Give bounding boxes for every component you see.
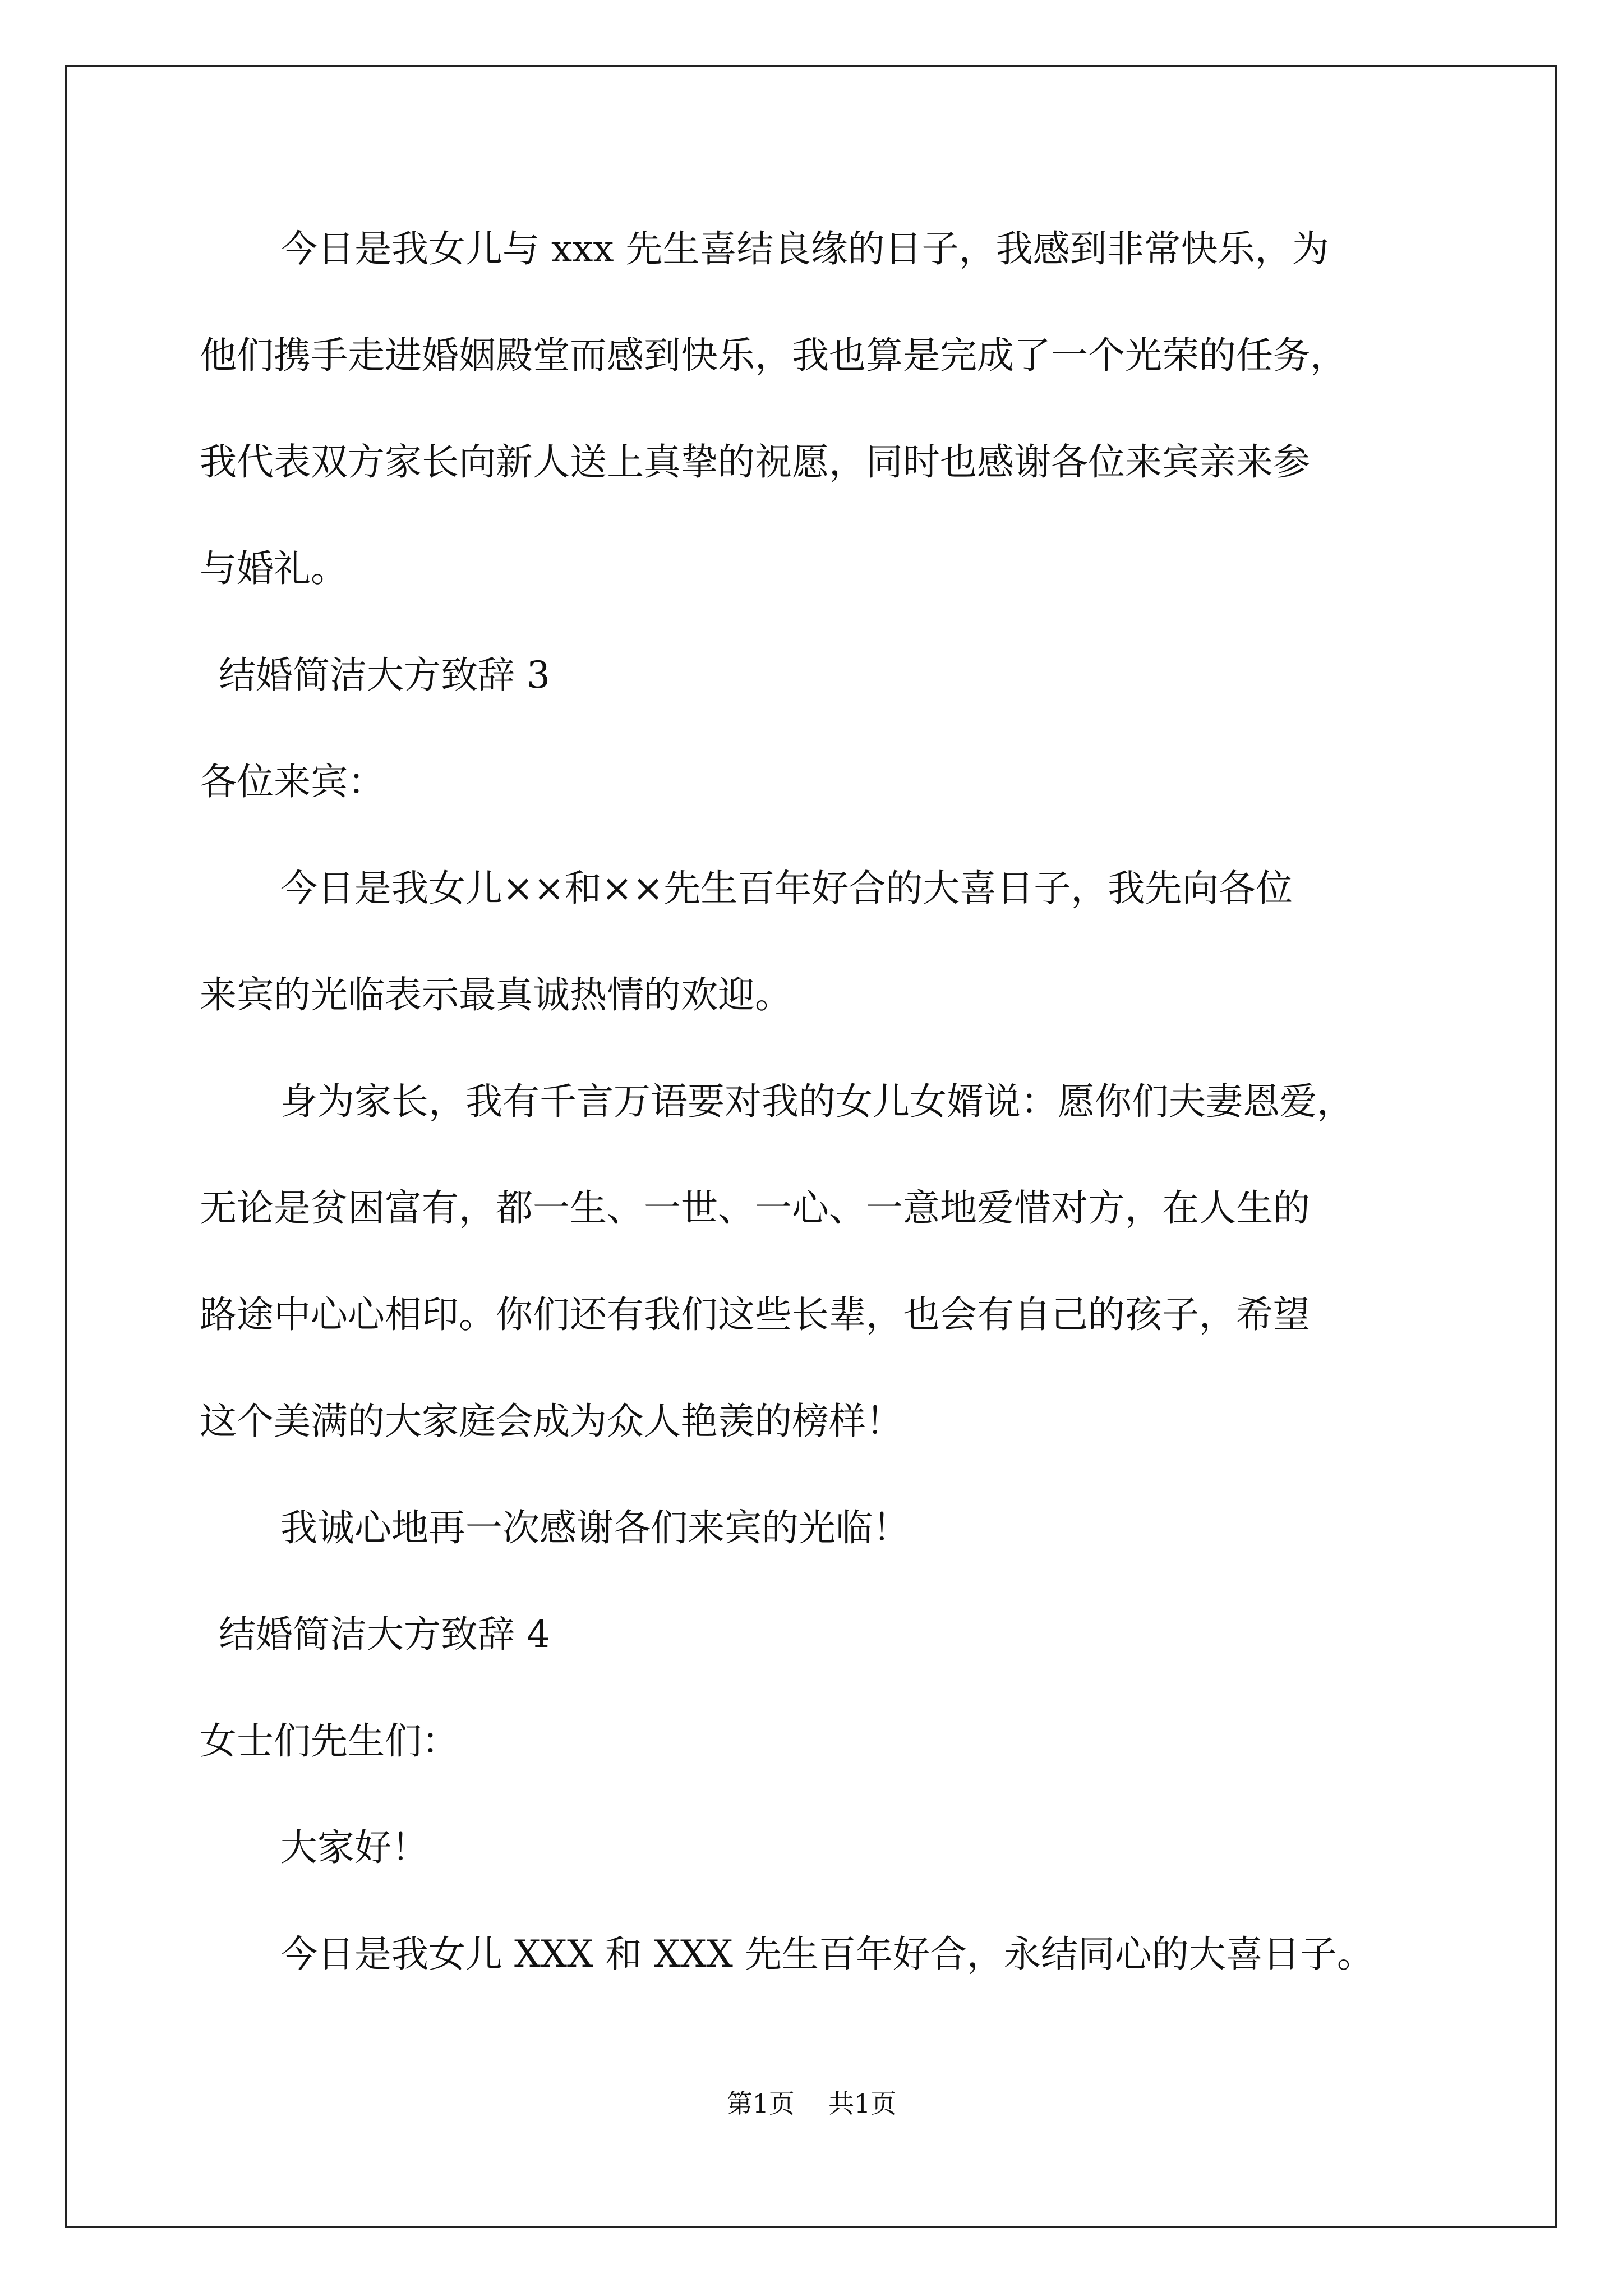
section-heading: 结婚简洁大方致辞 3 [219,654,550,697]
paragraph-line: 今日是我女儿××和××先生百年好合的大喜日子，我先向各位 [280,867,1293,910]
paragraph-line: 今日是我女儿 XXX 和 XXX 先生百年好合，永结同心的大喜日子。 [280,1932,1374,1976]
paragraph-line: 我诚心地再一次感谢各们来宾的光临！ [280,1506,910,1549]
paragraph-line: 今日是我女儿与 xxx 先生喜结良缘的日子，我感到非常快乐，为 [280,227,1329,270]
greeting: 大家好！ [280,1826,428,1869]
paragraph-line: 路途中心心相印。你们还有我们这些长辈，也会有自己的孩子，希望 [200,1293,1310,1336]
paragraph-line: 我代表双方家长向新人送上真挚的祝愿，同时也感谢各位来宾亲来参 [200,440,1310,484]
salutation: 各位来宾： [200,760,385,803]
section-heading: 结婚简洁大方致辞 4 [219,1613,550,1656]
salutation: 女士们先生们： [200,1719,459,1763]
paragraph-line: 身为家长，我有千言万语要对我的女儿女婿说：愿你们夫妻恩爱， [280,1080,1354,1123]
page-total: 共1页 [828,2088,897,2119]
page-frame [65,65,1557,2228]
page-footer [0,2087,1623,2120]
paragraph-line: 这个美满的大家庭会成为众人艳羡的榜样！ [200,1400,903,1443]
page-number: 第1页 [726,2088,795,2119]
paragraph-line: 他们携手走进婚姻殿堂而感到快乐，我也算是完成了一个光荣的任务， [200,334,1347,377]
paragraph-line: 无论是贫困富有，都一生、一世、一心、一意地爱惜对方，在人生的 [200,1186,1310,1230]
paragraph-line: 与婚礼。 [200,547,348,590]
paragraph-line: 来宾的光临表示最真诚热情的欢迎。 [200,973,792,1016]
